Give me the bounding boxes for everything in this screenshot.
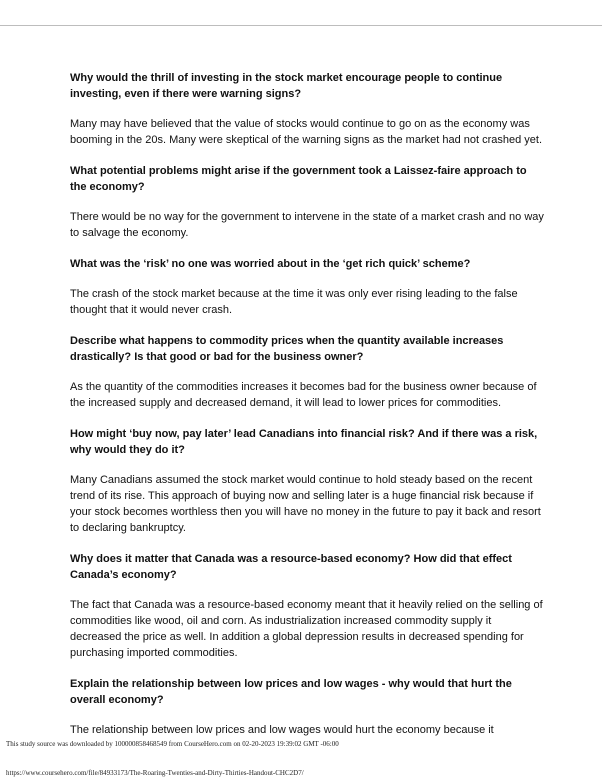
qa-block-4 [70, 333, 545, 411]
answer-text: Many Canadians assumed the stock market would continue to hold steady based on the recent trend of its rise. This approach of buying now and selling later is a huge financial risk because if your stock becomes worthless then you will have no money in the future to pay it back and resort to declaring bankruptcy. [70, 474, 541, 534]
download-source-notice: This study source was downloaded by 100000858468549 from CourseHero.com on 02-20-2023 19:39:02 GMT -06:00 [6, 740, 339, 748]
answer-text: There would be no way for the government to intervene in the state of a market crash and no way to salvage the economy. [70, 211, 544, 239]
top-divider [0, 25, 602, 26]
question-text: How might ‘buy now, pay later’ lead Canadians into financial risk? And if there was a risk, why would they do it? [70, 428, 538, 456]
question-text: Explain the relationship between low prices and low wages - why would that hurt the overall economy? [70, 678, 512, 706]
question-text: Describe what happens to commodity prices when the quantity available increases drastically? Is that good or bad for the business owner? [70, 335, 504, 363]
question-text: What was the ‘risk’ no one was worried about in the ‘get rich quick’ scheme? [70, 258, 471, 270]
question-text: What potential problems might arise if the government took a Laissez-faire approach to the economy? [70, 165, 527, 193]
answer-text: The crash of the stock market because at the time it was only ever rising leading to the false thought that it would never crash. [70, 288, 518, 316]
question-text: Why would the thrill of investing in the stock market encourage people to continue investing, even if there were warning signs? [70, 72, 503, 100]
question-text: Why does it matter that Canada was a resource-based economy? How did that effect Canada’s economy? [70, 553, 512, 581]
qa-block-3 [70, 256, 545, 318]
answer-text: As the quantity of the commodities increases it becomes bad for the business owner because of the increased supply and decreased demand, it will lead to lower prices for commodities. [70, 381, 537, 409]
qa-block-5 [70, 426, 545, 536]
answer-text: Many may have believed that the value of stocks would continue to go on as the economy was booming in the 20s. Many were skeptical of the warning signs as the market had not crashed yet. [70, 118, 543, 146]
answer-text: The relationship between low prices and low wages would hurt the economy because it [70, 724, 494, 736]
source-url[interactable]: https://www.coursehero.com/file/84933173/The-Roaring-Twenties-and-Dirty-Thirties-Handout-CHC2D7/ [6, 769, 304, 777]
qa-block-6 [70, 551, 545, 661]
qa-block-1 [70, 70, 545, 148]
qa-block-7 [70, 676, 545, 738]
document-body [70, 70, 545, 753]
qa-block-2 [70, 163, 545, 241]
answer-text: The fact that Canada was a resource-based economy meant that it heavily relied on the selling of commodities like wood, oil and corn. As industrialization increased commodity supply it decreased the price as well. In addition a global depression results in decreased spending for purchasing imported commodities. [70, 599, 543, 659]
